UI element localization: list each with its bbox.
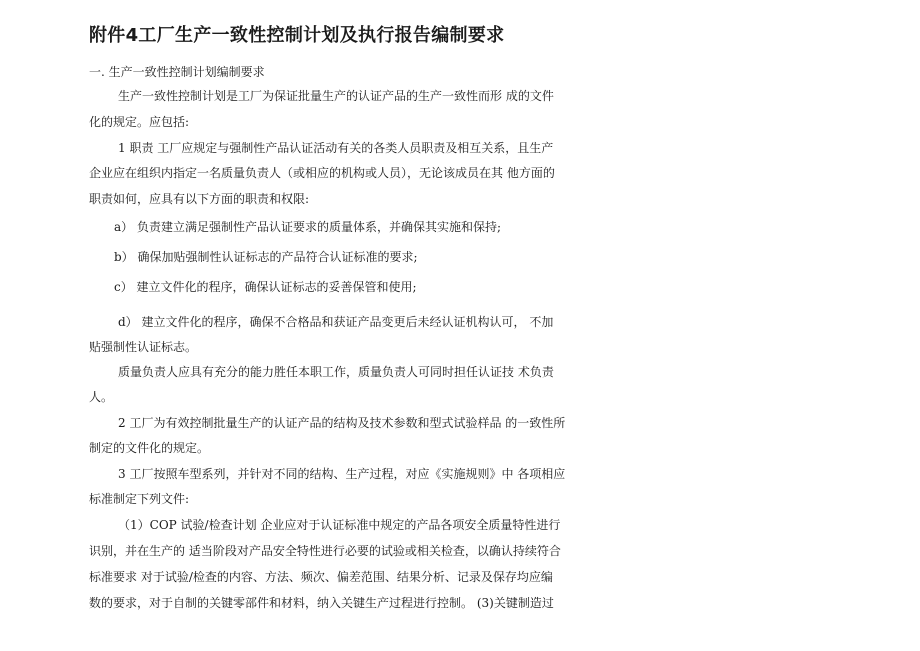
paragraph-line: 生产一致性控制计划是工厂为保证批量生产的认证产品的生产一致性而形 成的文件 bbox=[118, 89, 554, 103]
paragraph-line: 3 工厂按照车型系列，并针对不同的结构、生产过程，对应《实施规则》中 各项相应 bbox=[118, 467, 566, 481]
paragraph-line: 标准制定下列文件: bbox=[89, 492, 190, 506]
list-item: d） 建立文件化的程序，确保不合格品和获证产品变更后未经认证机构认可， 不加 bbox=[118, 315, 554, 329]
list-item: b） 确保加贴强制性认证标志的产品符合认证标准的要求; bbox=[114, 250, 418, 264]
paragraph-line: 质量负责人应具有充分的能力胜任本职工作，质量负责人可同时担任认证技 术负责 bbox=[118, 365, 554, 379]
paragraph-line: 识别，并在生产的 适当阶段对产品安全特性进行必要的试验或相关检查，以确认持续符合 bbox=[89, 544, 561, 558]
paragraph-line: 1 职责 工厂应规定与强制性产品认证活动有关的各类人员职责及相互关系，且生产 bbox=[118, 141, 554, 155]
paragraph-line: 化的规定。应包括: bbox=[89, 115, 190, 129]
paragraph-line: 企业应在组织内指定一名质量负责人（或相应的机构或人员），无论该成员在其 他方面的 bbox=[89, 166, 555, 180]
section-heading: 一. 生产一致性控制计划编制要求 bbox=[89, 65, 265, 79]
paragraph-line: 人。 bbox=[89, 390, 114, 404]
paragraph-line: 2 工厂为有效控制批量生产的认证产品的结构及技术参数和型式试验样品 的一致性所 bbox=[118, 416, 566, 430]
document-title: 附件4工厂生产一致性控制计划及执行报告编制要求 bbox=[89, 25, 505, 46]
paragraph-line: 标准要求 对于试验/检查的内容、方法、频次、偏差范围、结果分析、记录及保存均应编 bbox=[89, 570, 553, 584]
list-item: c） 建立文件化的程序，确保认证标志的妥善保管和使用; bbox=[114, 280, 417, 294]
paragraph-line: 贴强制性认证标志。 bbox=[89, 340, 198, 354]
list-item: a） 负责建立满足强制性产品认证要求的质量体系，并确保其实施和保持; bbox=[114, 220, 502, 234]
paragraph-line: （1）COP 试验/检查计划 企业应对于认证标准中规定的产品各项安全质量特性进行 bbox=[118, 518, 561, 532]
paragraph-line: 数的要求，对于自制的关键零部件和材料，纳入关键生产过程进行控制。 (3)关键制造过 bbox=[89, 596, 554, 610]
paragraph-line: 制定的文件化的规定。 bbox=[89, 441, 210, 455]
paragraph-line: 职责如何，应具有以下方面的职责和权限: bbox=[89, 192, 310, 206]
